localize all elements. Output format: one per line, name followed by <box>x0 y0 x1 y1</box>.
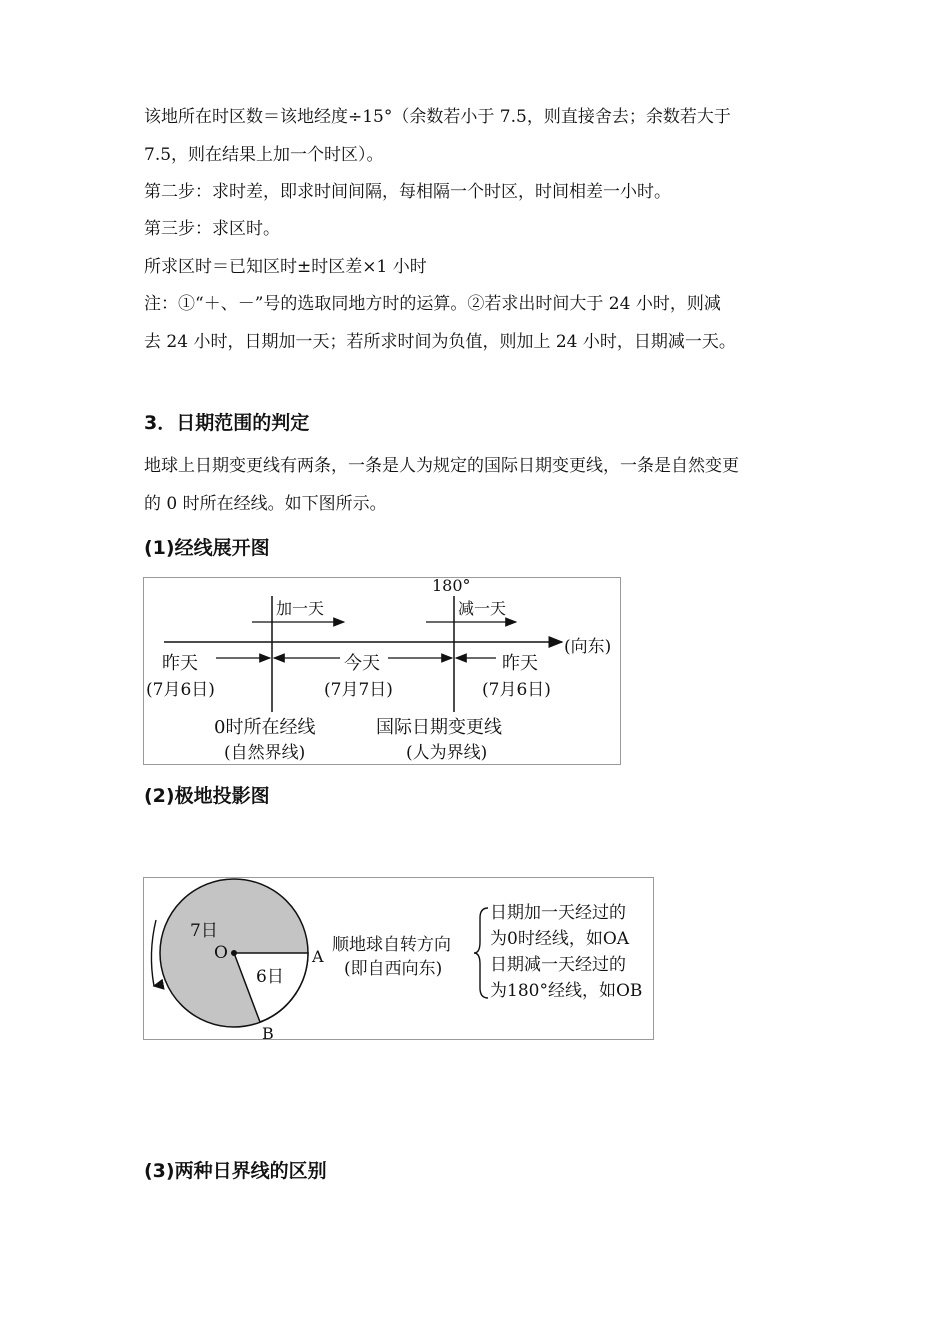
label-west-to-east: (即自西向东) <box>344 959 443 979</box>
label-add-day: 加一天 <box>276 599 325 618</box>
label-artificial-boundary: (人为界线) <box>406 743 488 763</box>
rotation-arrow <box>151 920 156 986</box>
note-sub-day-2: 为180°经线，如OB <box>490 981 643 1001</box>
label-center-o: O <box>214 943 228 963</box>
paragraph-timezone-formula: 该地所在时区数＝该地经度÷15°（余数若小于 7.5，则直接舍去；余数若大于 <box>144 107 731 127</box>
subheading-polar-diagram: (2)极地投影图 <box>144 785 270 807</box>
paragraph-note-cont: 去 24 小时，日期加一天；若所求时间为负值，则加上 24 小时，日期减一天。 <box>144 332 736 352</box>
polar-diagram <box>143 877 654 1040</box>
section-heading: 3．日期范围的判定 <box>144 412 310 434</box>
label-natural-boundary: (自然界线) <box>224 743 306 763</box>
label-yesterday-left: 昨天 <box>162 653 198 674</box>
center-point <box>231 950 237 956</box>
subheading-meridian-diagram: (1)经线展开图 <box>144 537 270 559</box>
paragraph-step3: 第三步：求区时。 <box>144 219 280 239</box>
paragraph-note: 注：①“＋、－”号的选取同地方时的运算。②若求出时间大于 24 小时，则减 <box>144 294 721 314</box>
paragraph-zone-time-formula: 所求区时＝已知区时±时区差×1 小时 <box>144 257 427 277</box>
subheading-boundary-difference: (3)两种日界线的区别 <box>144 1160 327 1182</box>
paragraph-timezone-formula-cont: 7.5，则在结果上加一个时区）。 <box>144 145 384 165</box>
label-date-right: (7月6日) <box>482 680 551 700</box>
note-add-day-1: 日期加一天经过的 <box>490 903 626 923</box>
meridian-diagram <box>143 577 621 765</box>
label-today: 今天 <box>344 653 380 674</box>
label-date-mid: (7月7日) <box>324 680 393 700</box>
label-180: 180° <box>432 578 471 595</box>
note-sub-day-1: 日期减一天经过的 <box>490 955 626 975</box>
label-international-date-line: 国际日期变更线 <box>376 717 502 738</box>
label-date-left: (7月6日) <box>146 680 215 700</box>
label-day6: 6日 <box>256 967 284 987</box>
meridian-diagram-svg <box>144 578 620 764</box>
section-intro-cont: 的 0 时所在经线。如下图所示。 <box>144 494 387 514</box>
note-add-day-2: 为0时经线，如OA <box>490 929 630 949</box>
label-midnight-meridian: 0时所在经线 <box>214 717 316 738</box>
label-day7: 7日 <box>190 921 218 941</box>
brace <box>474 908 488 998</box>
label-yesterday-right: 昨天 <box>502 653 538 674</box>
polar-diagram-svg <box>144 878 653 1039</box>
label-east: (向东) <box>564 637 612 657</box>
label-rotation: 顺地球自转方向 <box>332 935 451 955</box>
label-point-a: A <box>312 947 324 966</box>
section-intro: 地球上日期变更线有两条，一条是人为规定的国际日期变更线，一条是自然变更 <box>144 456 739 476</box>
label-sub-day: 减一天 <box>458 599 507 618</box>
paragraph-step2: 第二步：求时差，即求时间间隔，每相隔一个时区，时间相差一小时。 <box>144 182 671 202</box>
label-point-b: B <box>262 1024 274 1039</box>
